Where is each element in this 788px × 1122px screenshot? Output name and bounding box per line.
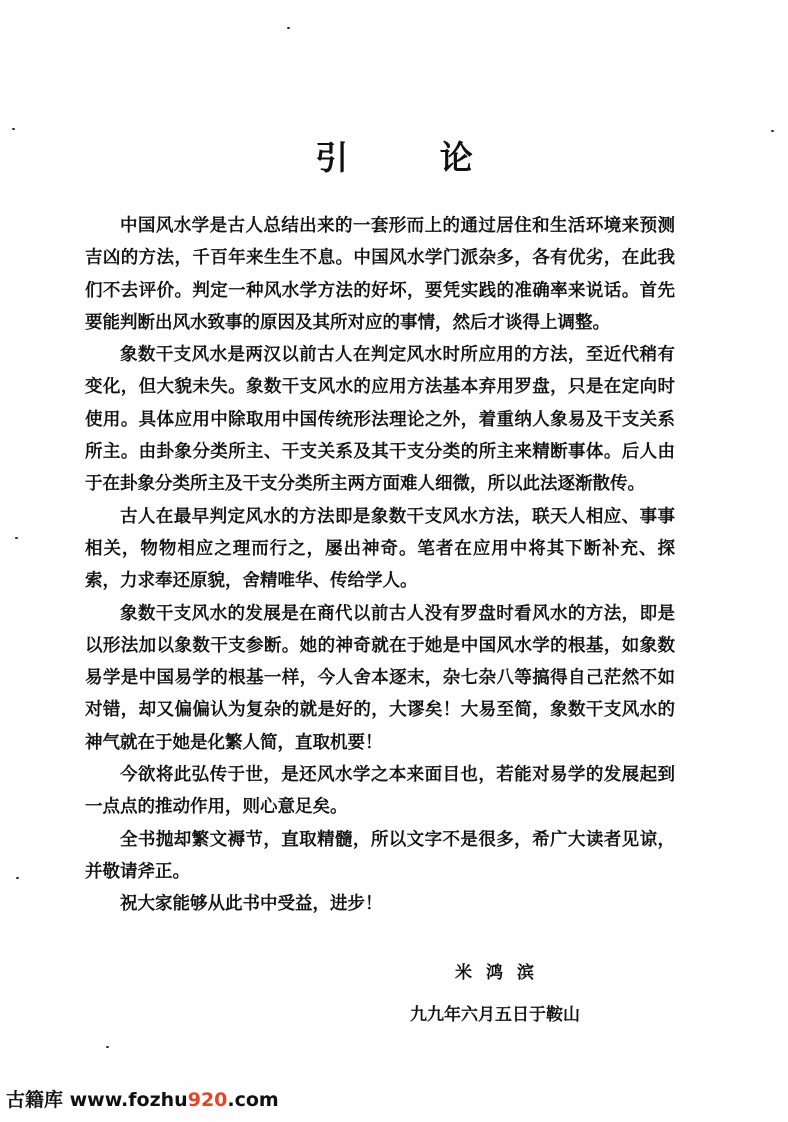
watermark-number: 920 — [187, 1089, 228, 1111]
paragraph: 中国风水学是古人总结出来的一套形而上的通过居住和生活环境来预测吉凶的方法，千百年来生生不息。中国风水学门派杂多，各有优劣，在此我们不去评价。判定一种风水学方法的好坏，要凭实践的准确率来说话。首先要能判断出风水致事的原因及其所对应的事情，然后才谈得上调整。 — [85, 216, 675, 333]
signature-date: 九九年六月五日于鞍山 — [410, 1005, 580, 1025]
paragraph: 全书抛却繁文褥节，直取精髓，所以文字不是很多，希广大读者见谅，并敬请斧正。 — [85, 829, 675, 882]
scan-speck — [12, 128, 15, 130]
page-title: 引 论 — [315, 138, 513, 177]
scan-speck — [287, 27, 290, 29]
paragraph: 古人在最早判定风水的方法即是象数干支风水方法，联天人相应、事事相关，物物相应之理而行之，屡出神奇。笔者在应用中将其下断补充、探索，力求奉还原貌，舍精唯华、传给学人。 — [85, 506, 675, 592]
watermark-prefix: 古籍库 www.fozhu — [6, 1089, 188, 1111]
site-watermark — [6, 1085, 279, 1112]
scan-speck — [15, 537, 18, 539]
scan-speck — [16, 877, 19, 879]
author-name: 米鸿滨 — [455, 963, 548, 983]
body-text — [85, 210, 675, 921]
scan-speck — [106, 1046, 109, 1048]
paragraph: 象数干支风水是两汉以前古人在判定风水时所应用的方法，至近代稍有变化，但大貌未失。象数干支风水的应用方法基本弃用罗盘，只是在定向时使用。具体应用中除取用中国传统形法理论之外，着重纳人象易及干支关系所主。由卦象分类所主、干支关系及其干支分类的所主来精断事体。后人由于在卦象分类所主及干支分类所主两方面难人细微，所以此法逐渐散传。 — [85, 345, 675, 495]
watermark-suffix: .com — [227, 1089, 279, 1111]
paragraph: 祝大家能够从此书中受益，进步！ — [120, 894, 383, 915]
paragraph: 今欲将此弘传于世，是还风水学之本来面目也，若能对易学的发展起到一点点的推动作用，则心意足矣。 — [85, 765, 675, 818]
paragraph: 象数干支风水的发展是在商代以前古人没有罗盘时看风水的方法，即是以形法加以象数干支参断。她的神奇就在于她是中国风水学的根基，如象数易学是中国易学的根基一样，今人舍本逐末，杂七杂八等搞得自己茫然不如对错，却又偏偏认为复杂的就是好的，大谬矣！大易至简，象数干支风水的神气就在于她是化繁人简，直取机要！ — [85, 603, 675, 753]
